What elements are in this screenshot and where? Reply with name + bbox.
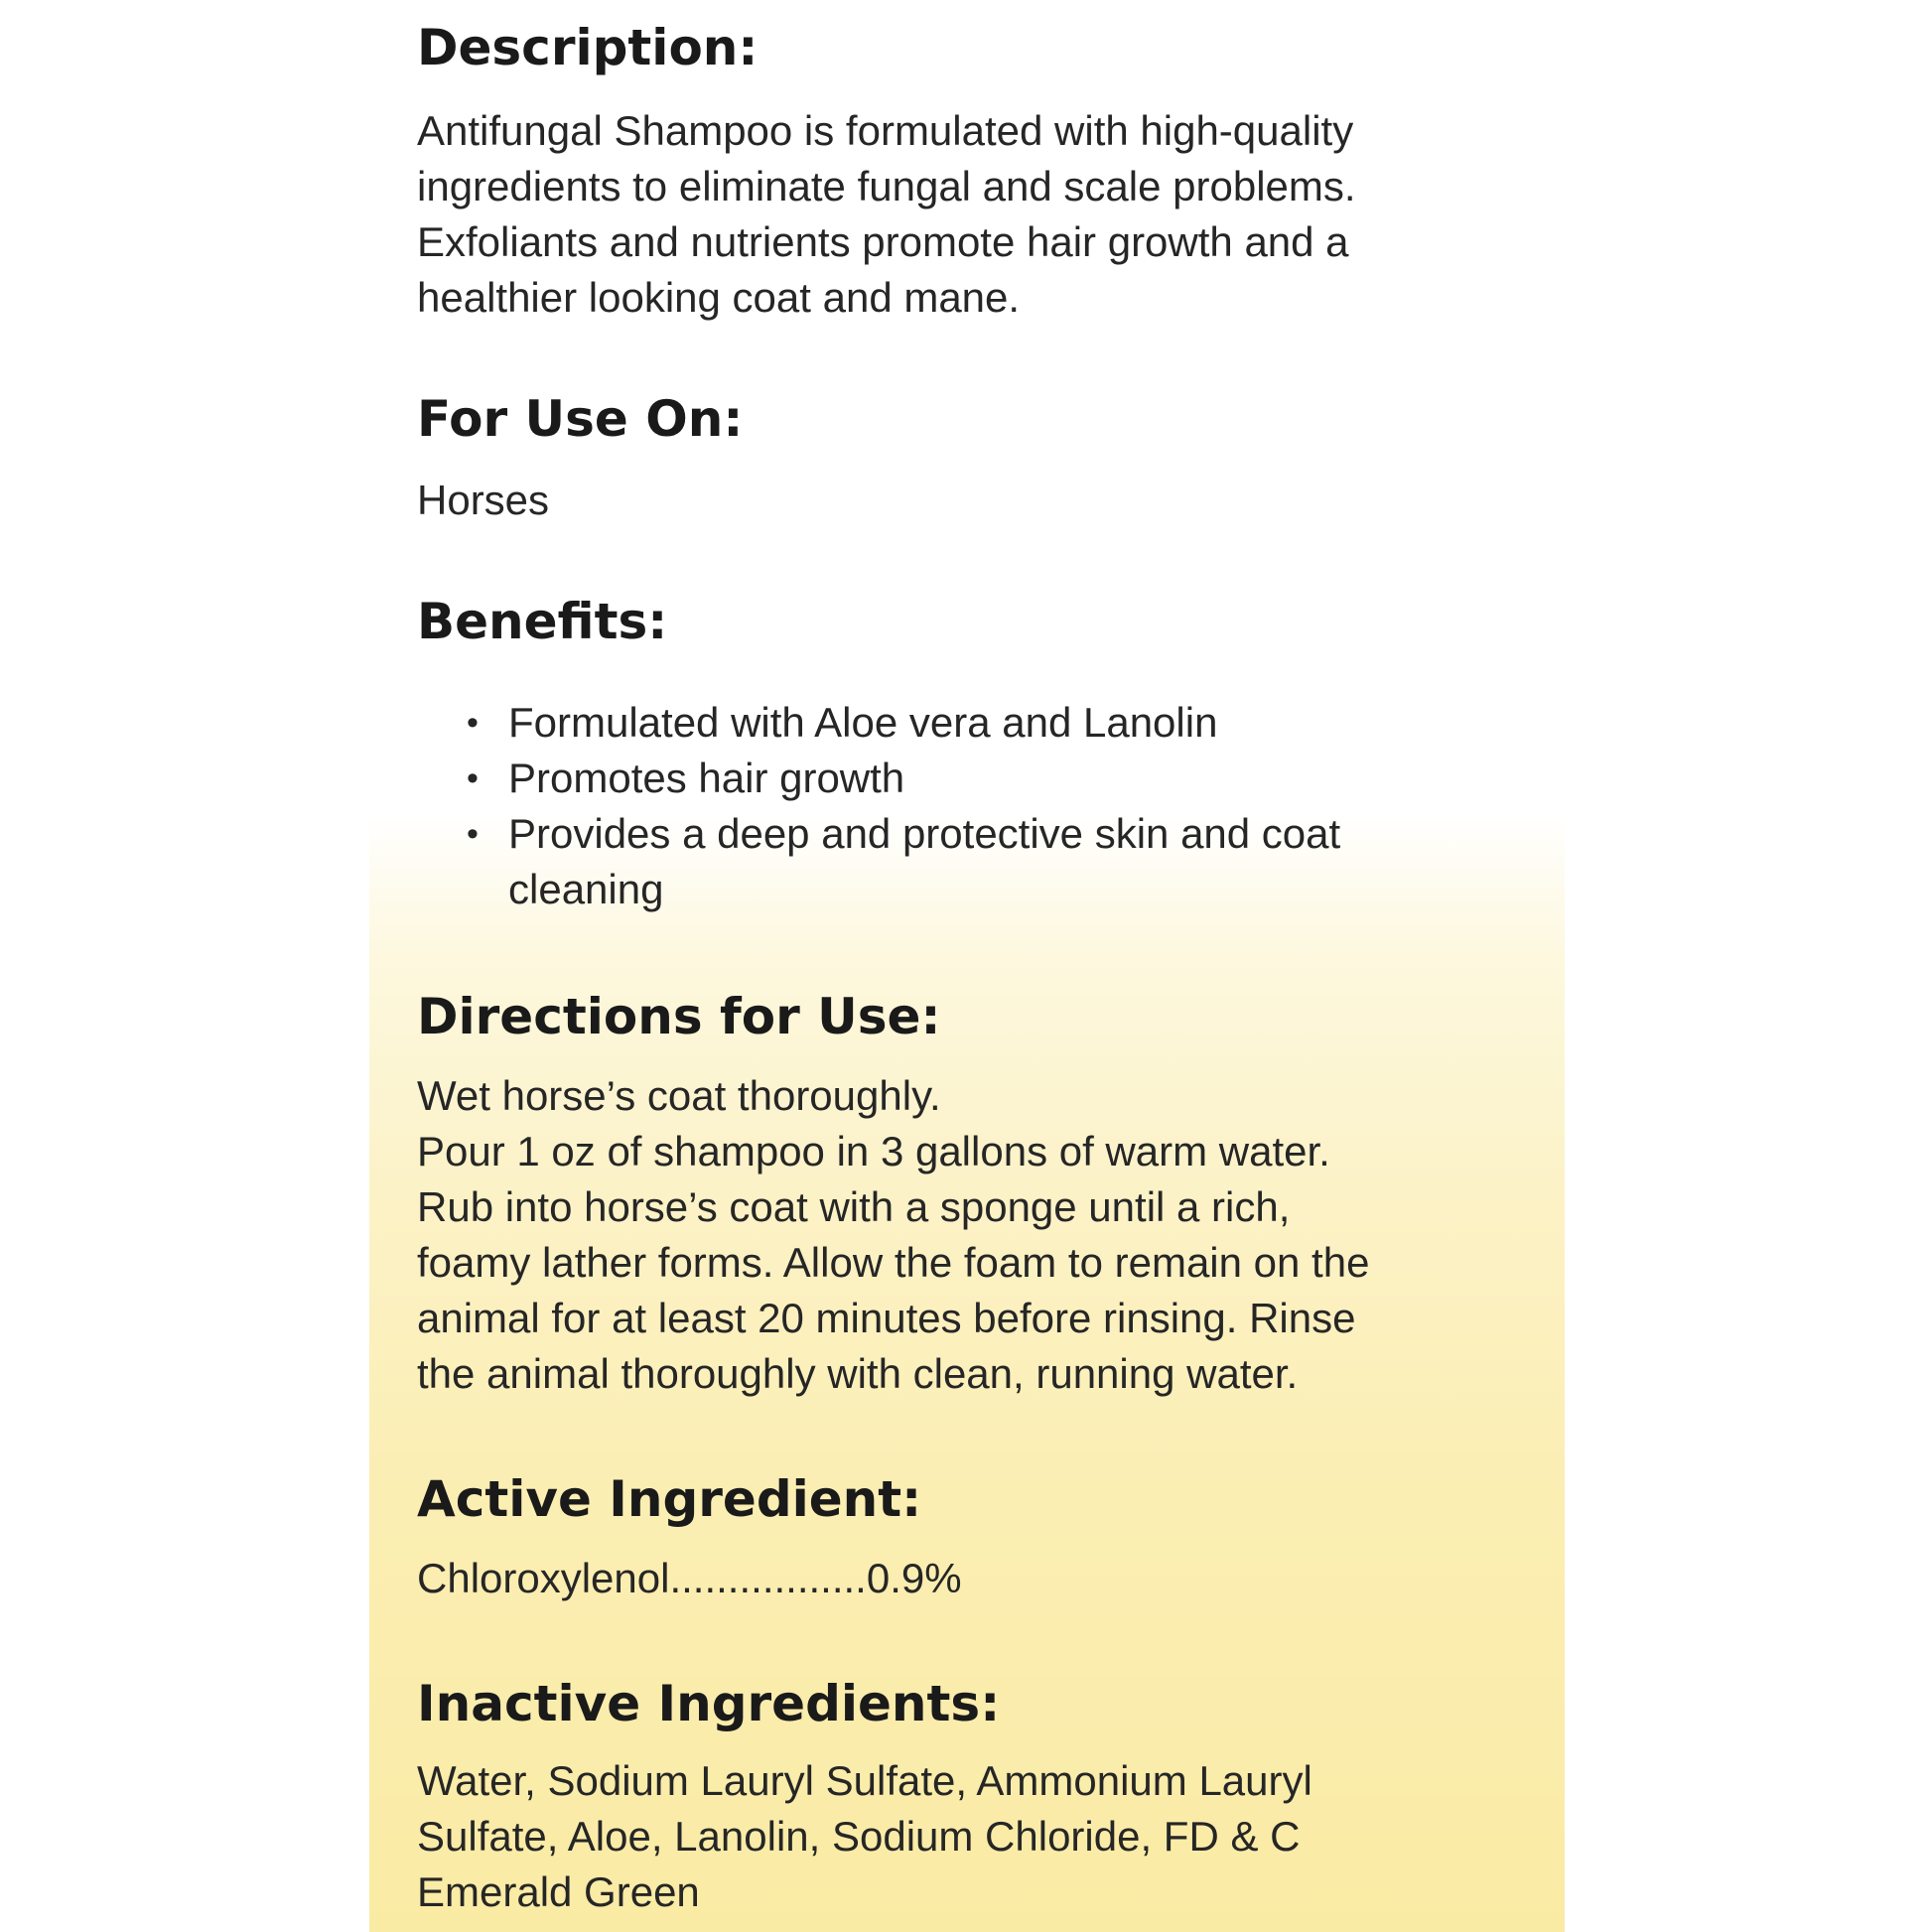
benefit-item: [467, 695, 1340, 751]
description-line: healthier looking coat and mane.: [417, 274, 1021, 321]
directions-line: animal for at least 20 minutes before rinsing. Rinse: [417, 1295, 1356, 1341]
directions-line: the animal thoroughly with clean, running water.: [417, 1350, 1299, 1397]
for-use-on-heading: For Use On:: [417, 390, 744, 448]
for-use-on-value: Horses: [417, 477, 550, 523]
directions-line: foamy lather forms. Allow the foam to remain on the: [417, 1239, 1370, 1286]
directions-text: [417, 1068, 1369, 1402]
description-line: Antifungal Shampoo is formulated with high-quality: [417, 107, 1354, 154]
inactive-ingredients-text: [417, 1753, 1312, 1920]
inactive-ingredients-heading: Inactive Ingredients:: [417, 1675, 1001, 1732]
directions-line: Pour 1 oz of shampoo in 3 gallons of warm water.: [417, 1128, 1330, 1174]
active-ingredient-text: [417, 1551, 962, 1606]
benefit-text-continued: cleaning: [508, 866, 664, 912]
benefits-heading: Benefits:: [417, 593, 668, 650]
benefit-text: Provides a deep and protective skin and coat: [508, 810, 1341, 857]
bullet-icon: •: [467, 759, 479, 797]
benefits-list: [467, 695, 1340, 917]
active-ingredient-value: Chloroxylenol.................0.9%: [417, 1555, 962, 1601]
active-ingredient-heading: Active Ingredient:: [417, 1470, 922, 1528]
description-line: ingredients to eliminate fungal and scale problems.: [417, 163, 1356, 209]
inactive-ingredients-line: Emerald Green: [417, 1868, 700, 1915]
benefit-item: [467, 806, 1340, 917]
directions-heading: Directions for Use:: [417, 988, 941, 1045]
inactive-ingredients-line: Sulfate, Aloe, Lanolin, Sodium Chloride, FD & C: [417, 1813, 1301, 1860]
description-text: [417, 103, 1356, 326]
directions-line: Wet horse’s coat thoroughly.: [417, 1072, 941, 1119]
description-heading: Description:: [417, 19, 759, 76]
benefit-text: Formulated with Aloe vera and Lanolin: [508, 699, 1218, 746]
for-use-on-text: [417, 473, 549, 528]
description-line: Exfoliants and nutrients promote hair growth and a: [417, 218, 1349, 265]
inactive-ingredients-line: Water, Sodium Lauryl Sulfate, Ammonium Lauryl: [417, 1757, 1312, 1804]
bullet-icon: •: [467, 704, 479, 742]
benefit-item: [467, 751, 1340, 806]
bullet-icon: •: [467, 815, 479, 853]
directions-line: Rub into horse’s coat with a sponge until a rich,: [417, 1183, 1291, 1230]
benefit-text: Promotes hair growth: [508, 755, 905, 801]
